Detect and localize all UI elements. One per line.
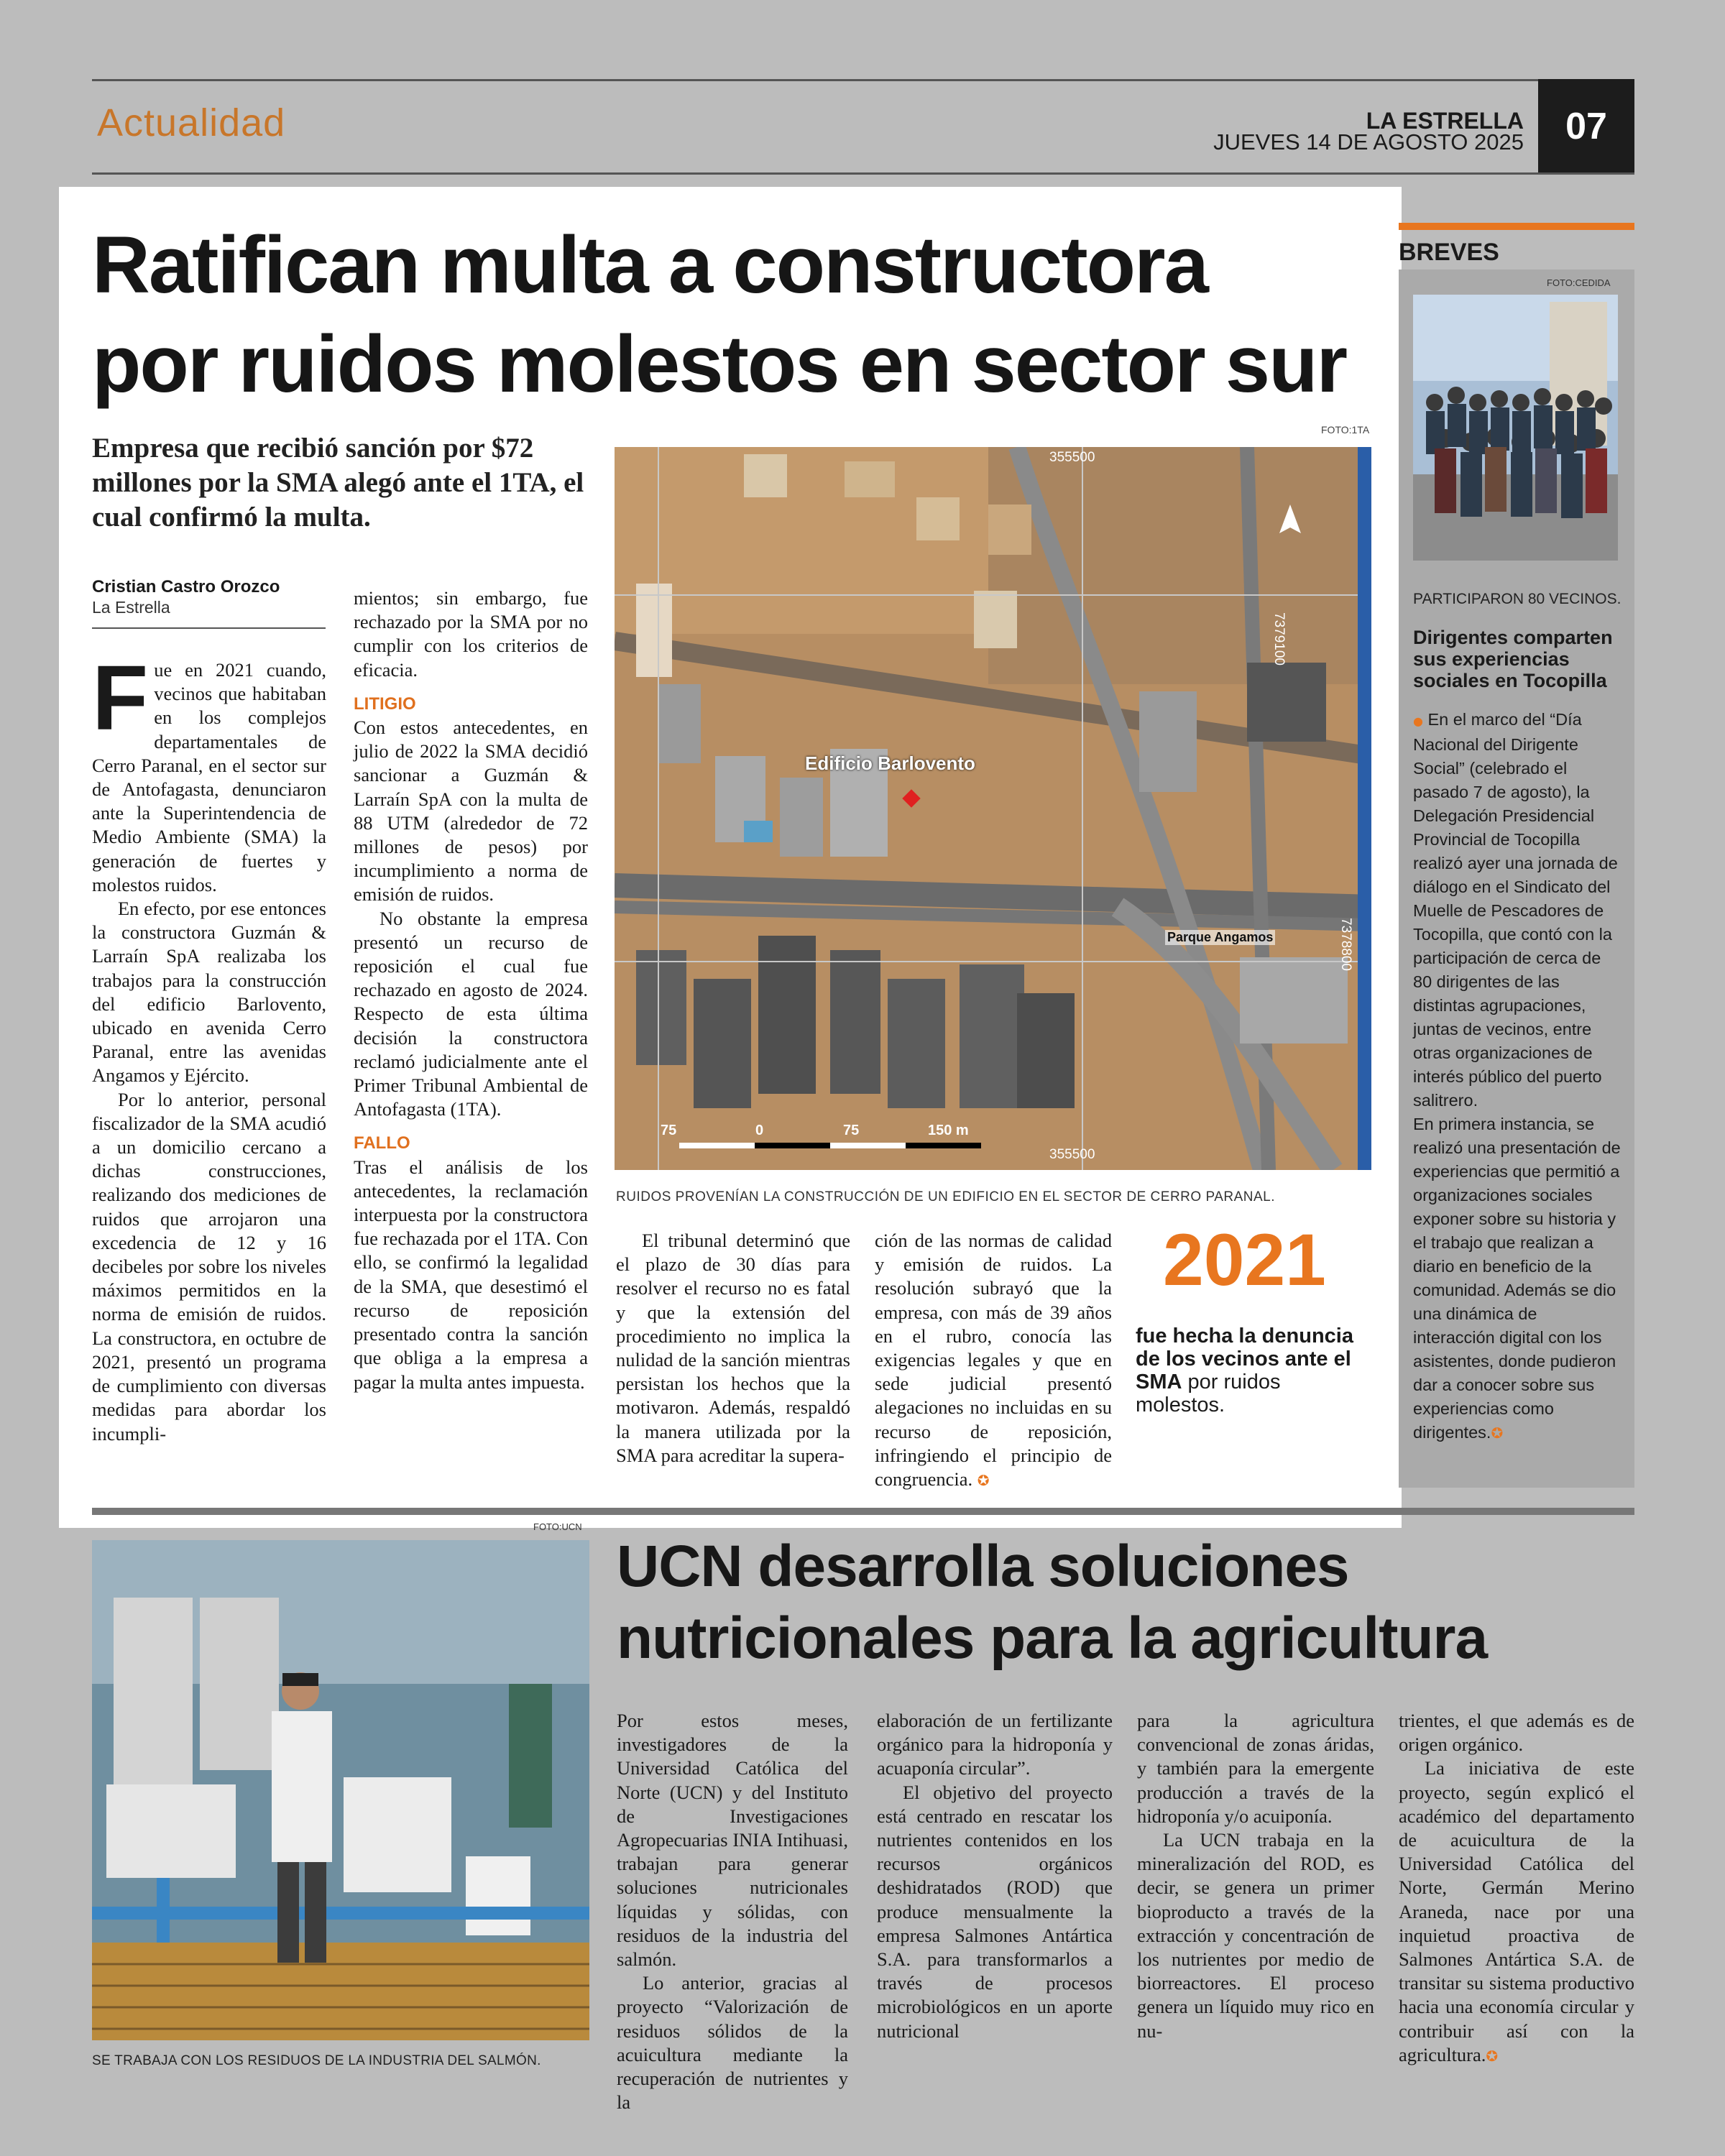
ucn-headline	[617, 1531, 1623, 1674]
paragraph: En el marco del “Día Nacional del Dirigente Social” (celebrado el pasado 7 de agosto), la Delegación Presidencial Provincial de Tocopilla realizó ayer una jornada de diálogo en el Sindicato del Muelle de Pescadores de Tocopilla, que contó con la participación de cerca de 80 dirigentes de las distintas agrupaciones, juntas de vecinos, entre otras organizaciones de interés público del puerto salitrero.	[1413, 710, 1618, 1110]
scale-label: 150 m	[928, 1123, 969, 1138]
satellite-map	[615, 447, 1371, 1170]
lab-photo	[92, 1540, 589, 2040]
ucn-column-1	[617, 1709, 848, 2114]
paragraph: mientos; sin embargo, fue rechazado por la SMA por no cumplir con los criterios de eficacia.	[354, 587, 588, 681]
ucn-column-4	[1399, 1709, 1634, 2068]
paragraph: trientes, el que además es de origen orgánico.	[1399, 1710, 1634, 1756]
end-mark-icon: ✪	[1491, 1424, 1504, 1442]
header-rule-top	[92, 79, 1634, 81]
page-number: 07	[1538, 79, 1634, 174]
breves-headline: Dirigentes comparten sus experiencias sociales en Tocopilla	[1413, 627, 1613, 691]
article-separator	[92, 1508, 1634, 1515]
scale-label: 0	[755, 1123, 764, 1138]
paragraph: ue en 2021 cuando, vecinos que habitaban en los complejos departamentales de Cerro Paranal, en el sector sur de Antofagasta, denunciaron ante la Superintendencia de Medio Ambiente (SMA) la generación de fuertes y molestos ruidos.	[92, 659, 326, 895]
map-coordinate-side: 7379100	[1271, 612, 1287, 665]
main-headline-line-1: Ratifican multa a constructora	[92, 220, 1208, 310]
ucn-photo-caption: SE TRABAJA CON LOS RESIDUOS DE LA INDUSTRIA DEL SALMÓN.	[92, 2053, 541, 2068]
ucn-headline-line-2: nutricionales para la agricultura	[617, 1606, 1488, 1671]
paragraph: Por estos meses, investigadores de la Universidad Católica del Norte (UCN) y del Instituto de Investigaciones Agropecuarias INIA Intihuasi, trabajan para generar soluciones nutricionales líquidas y sólidas, con residuos de la industria del salmón.	[617, 1710, 848, 1971]
ucn-column-3	[1137, 1709, 1374, 2043]
paragraph: elaboración de un fertilizante orgánico para la hidroponía y acuaponía circular”.	[877, 1710, 1113, 1779]
breves-accent-bar	[1399, 223, 1634, 230]
map-coordinate-bottom: 355500	[1049, 1147, 1095, 1162]
highlight-text	[1136, 1325, 1366, 1416]
breves-body	[1413, 708, 1623, 1445]
lab-photo-image	[92, 1540, 589, 2040]
highlight-text-bold: fue hecha la denuncia de los vecinos ante el SMA	[1136, 1325, 1353, 1393]
subhead-fallo: FALLO	[354, 1133, 410, 1153]
subhead-litigio: LITIGIO	[354, 694, 416, 714]
map-caption: RUIDOS PROVENÍAN LA CONSTRUCCIÓN DE UN EDIFICIO EN EL SECTOR DE CERRO PARANAL.	[616, 1189, 1276, 1204]
paragraph: En efecto, por ese entonces la constructora Guzmán & Larraín SpA realizaba los trabajos para la construcción del edificio Barlovento, ubicado en avenida Cerro Paranal, entre las avenidas Angamos y Ejército.	[92, 898, 326, 1087]
section-label: Actualidad	[97, 101, 286, 144]
paragraph: En primera instancia, se realizó una presentación de experiencias que permitió a organizaciones sociales exponer sobre su historia y el trabajo que realizan a diario en beneficio de la comunidad. Además se dio una dinámica de interacción digital con los asistentes, donde pudieron dar a conocer sobre sus experiencias como dirigentes.	[1413, 1115, 1621, 1442]
paragraph: La UCN trabaja en la mineralización del ROD, es decir, se genera un primer bioproducto a través de la extracción y concentración de los nutrientes por medio de biorreactores. El proceso genera un líquido muy rico en nu-	[1137, 1829, 1374, 2042]
main-column-4	[875, 1229, 1112, 1493]
scale-label: 75	[661, 1123, 677, 1138]
publication-date: JUEVES 14 DE AGOSTO 2025	[1213, 129, 1524, 155]
main-headline	[92, 216, 1386, 414]
group-photo	[1413, 295, 1618, 561]
drop-cap: F	[92, 647, 149, 750]
breves-photo-caption: PARTICIPARON 80 VECINOS.	[1413, 591, 1622, 607]
byline-author: Cristian Castro Orozco	[92, 577, 280, 596]
paragraph: Con estos antecedentes, en julio de 2022 la SMA decidió sancionar a Guzmán & Larraín SpA con la multa de 88 UTM (alrededor de 72 millones de pesos) por incumplimiento a norma de emisión de ruidos.	[354, 717, 588, 906]
photo-credit: FOTO:CEDIDA	[1547, 277, 1611, 288]
ucn-column-2	[877, 1709, 1113, 2043]
map-label-park: Parque Angamos	[1165, 930, 1275, 945]
paragraph: El tribunal determinó que el plazo de 30 días para resolver el recurso no es fatal y que la extensión del procedimiento no implica la nulidad de la sanción mientras persistan los hechos que la motivaron. Además, respaldó la manera utilizada por la SMA para acreditar la supera-	[616, 1230, 850, 1466]
map-image	[615, 447, 1371, 1170]
paragraph: El objetivo del proyecto está centrado en rescatar los nutrientes contenidos en los recursos orgánicos deshidratados (ROD) que produce mensualmente la empresa Salmones Antártica S.A. para transformarlos a través de procesos microbiológicos en un aporte nutricional	[877, 1781, 1113, 2042]
map-coordinate-top: 355500	[1049, 450, 1095, 465]
group-photo-image	[1413, 295, 1618, 561]
main-deck: Empresa que recibió sanción por $72 millones por la SMA alegó ante el 1TA, el cual confirmó la multa.	[92, 433, 584, 533]
main-headline-line-2: por ruidos molestos en sector sur	[92, 319, 1347, 409]
header-rule-bottom	[92, 172, 1634, 175]
photo-credit: FOTO:UCN	[533, 1521, 582, 1532]
byline-org: La Estrella	[92, 598, 170, 617]
main-column-1	[92, 647, 326, 1446]
end-mark-icon: ✪	[1486, 2047, 1499, 2065]
breves-title: BREVES	[1399, 239, 1499, 266]
paragraph: para la agricultura convencional de zonas áridas, y también para la emergente producción a través de la hidroponía y/o acuiponía.	[1137, 1710, 1374, 1827]
paragraph: Lo anterior, gracias al proyecto “Valorización de residuos sólidos de la acuicultura mediante la recuperación de nutrientes y la	[617, 1972, 848, 2114]
paragraph: No obstante la empresa presentó un recurso de reposición el cual fue rechazado en agosto de 2024. Respecto de esta última decisión la constructora reclamó judicialmente ante el Primer Tribunal Ambiental de Antofagasta (1TA).	[354, 907, 588, 1120]
map-coordinate-side: 7378800	[1338, 918, 1353, 971]
end-mark-icon: ✪	[977, 1472, 990, 1490]
bullet-icon: ●	[1413, 714, 1423, 728]
paragraph: Por lo anterior, personal fiscalizador de la SMA acudió a un domicilio cercano a dichas construcciones, realizando dos mediciones de ruidos que arrojaron una excedencia de 12 y 16 decibeles por sobre los niveles máximos permitidos en la norma de emisión de ruidos. La constructora, en octubre de 2021, presentó un programa de cumplimiento con diversas medidas para abordar los incumpli-	[92, 1088, 326, 1445]
byline-rule	[92, 627, 326, 629]
main-column-2	[354, 586, 588, 1394]
ucn-headline-line-1: UCN desarrolla soluciones	[617, 1534, 1349, 1599]
highlight-text-rest: por ruidos molestos.	[1136, 1370, 1281, 1416]
paragraph: Tras el análisis de los antecedentes, la reclamación interpuesta por la constructora fue rechazada por el 1TA. Con ello, se confirmó la legalidad de la SMA, que desestimó el recurso de reposición presentado contra la sanción que obliga a la empresa a pagar la multa antes impuesta.	[354, 1156, 588, 1393]
photo-credit: FOTO:1TA	[1321, 424, 1370, 436]
paragraph: La iniciativa de este proyecto, según explicó el académico del departamento de acuicultura de la Universidad Católica del Norte, Germán Merino Araneda, nace por una inquietud proactiva de Salmones Antártica S.A. de transitar su sistema productivo hacia una economía circular y contribuir así con la agricultura.	[1399, 1757, 1634, 2065]
highlight-number: 2021	[1163, 1219, 1326, 1301]
newspaper-name: LA ESTRELLA	[1366, 108, 1524, 134]
paragraph: ción de las normas de calidad y emisión de ruidos. La resolución subrayó que la empresa, con más de 39 años en el rubro, conocía las exigencias legales y que en sede judicial presentó alegaciones no incluidas en su recurso de reposición, infringiendo el principio de congruencia.	[875, 1230, 1112, 1491]
main-column-3	[616, 1229, 850, 1468]
map-label-building: Edificio Barlovento	[805, 752, 975, 774]
scale-label: 75	[843, 1123, 860, 1138]
